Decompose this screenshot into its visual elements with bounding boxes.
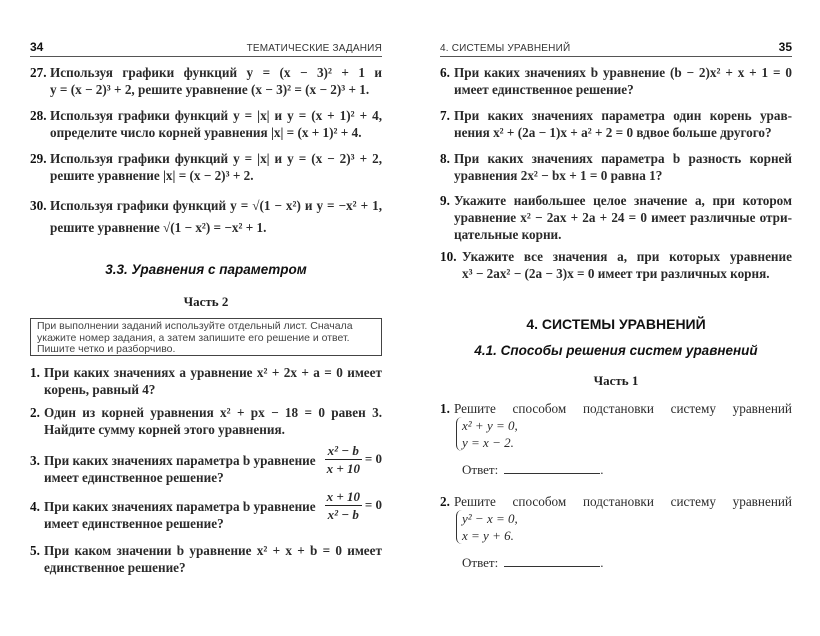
problem-9 — [440, 192, 792, 243]
problem-text: Используя графики функций y = √(1 − x²) и y = −x² + 1, — [50, 198, 382, 213]
problem-text: Используя графики функций y = (x − 3)² + 1 и — [50, 65, 382, 80]
problem-6 — [440, 64, 792, 98]
problem-number: 9. — [440, 193, 450, 208]
problem-text: Используя графики функций y = |x| и y = (x + 1)² + 4, — [50, 108, 382, 123]
answer-label: Ответ: — [462, 555, 499, 570]
problem-7 — [440, 107, 792, 141]
fraction-numerator: x + 10 — [326, 489, 360, 504]
answer-line — [462, 461, 792, 478]
problem-29 — [30, 150, 382, 184]
right-page — [440, 0, 792, 636]
problem-10 — [440, 248, 792, 282]
running-title: ТЕМАТИЧЕСКИЕ ЗАДАНИЯ — [246, 43, 382, 54]
problem-2 — [30, 404, 382, 438]
problem-27 — [30, 64, 382, 98]
problem-number: 28. — [30, 108, 47, 123]
problem-text: имеет единственное решение? — [454, 82, 634, 97]
equation: y² − x = 0, — [462, 511, 518, 526]
problem-text: Найдите сумму корней этого уравнения. — [44, 422, 285, 437]
problem-text: Укажите все значения a, при которых уравнение — [462, 249, 792, 264]
answer-blank[interactable] — [504, 555, 600, 567]
problem-text: При каком значении b уравнение x² + x + b = 0 имеет — [44, 543, 382, 558]
answer-end: . — [600, 555, 604, 570]
equation: x = y + 6. — [462, 528, 514, 543]
page-number: 34 — [30, 40, 44, 54]
problem-number: 2. — [30, 405, 40, 420]
problem-text: единственное решение? — [44, 560, 186, 575]
problem-number: 27. — [30, 65, 47, 80]
fraction-denominator: x² − b — [327, 507, 359, 522]
problem-text: При каких значениях параметра b уравнение — [44, 453, 316, 468]
chapter-title: 4. СИСТЕМЫ УРАВНЕНИЙ — [526, 316, 706, 332]
section-title: 4.1. Способы решения систем уравнений — [474, 343, 758, 358]
problem-number: 4. — [30, 499, 40, 514]
part-title: Часть 1 — [593, 373, 639, 388]
problem-text: уравнения 2x² − bx + 1 = 0 равна 1? — [454, 168, 663, 183]
problem-30 — [30, 195, 382, 239]
fraction-rhs: = 0 — [364, 451, 382, 466]
problem-text: При каких значениях b уравнение (b − 2)x² + x + 1 = 0 — [454, 65, 792, 80]
problem-text: Решите способом подстановки систему уравнений — [454, 401, 792, 416]
answer-line — [462, 554, 792, 571]
fraction — [325, 442, 382, 477]
problem-text: цательные корни. — [454, 227, 562, 242]
problem-text: y = (x − 2)³ + 2, решите уравнение (x − 3)² = (x − 2)³ + 1. — [50, 82, 370, 97]
problem-text: корень, равный 4? — [44, 382, 156, 397]
page-number: 35 — [778, 40, 792, 54]
problem-number: 1. — [440, 401, 450, 416]
answer-label: Ответ: — [462, 462, 499, 477]
problem-text: уравнение x² − 2ax + 2a + 24 = 0 имеет различные отри- — [454, 210, 792, 225]
problem-number: 30. — [30, 198, 47, 213]
fraction-numerator: x² − b — [325, 442, 362, 460]
problem-text: определите число корней уравнения |x| = (x + 1)² + 4. — [50, 125, 362, 140]
instruction-box: При выполнении заданий используйте отдельный лист. Сначала укажите номер задания, а затем запишите его решение и ответ. Пишите четко и разборчиво. — [30, 318, 382, 356]
problem-number: 6. — [440, 65, 450, 80]
problem-number: 29. — [30, 151, 47, 166]
fraction-denominator: x + 10 — [326, 461, 360, 476]
answer-blank[interactable] — [504, 462, 600, 474]
problem-text: При каких значениях параметра b разность корней — [454, 151, 792, 166]
problem-text: Используя графики функций y = |x| и y = (x − 2)³ + 2, — [50, 151, 382, 166]
fraction — [325, 488, 382, 523]
equation-system — [456, 510, 792, 544]
problem-text: Решите способом подстановки систему уравнений — [454, 494, 792, 509]
part-title: Часть 2 — [183, 294, 229, 309]
problem-number: 8. — [440, 151, 450, 166]
problem-text: При каких значениях a уравнение x² + 2x + a = 0 имеет — [44, 365, 382, 380]
problem-5 — [30, 542, 382, 576]
problem-number: 3. — [30, 453, 40, 468]
problem-8 — [440, 150, 792, 184]
equation: x² + y = 0, — [462, 418, 518, 433]
equation: y = x − 2. — [462, 435, 514, 450]
left-page — [30, 0, 382, 636]
problem-3 — [30, 443, 382, 486]
problem-text: При каких значениях параметра один корень урав- — [454, 108, 792, 123]
problem-number: 2. — [440, 494, 450, 509]
system-problem-2 — [440, 493, 792, 571]
problem-1 — [30, 364, 382, 398]
problem-4 — [30, 489, 382, 532]
problem-text: При каких значениях параметра b уравнение — [44, 499, 316, 514]
section-title: 3.3. Уравнения с параметром — [105, 262, 307, 277]
problem-text: Укажите наибольшее целое значение a, при котором — [454, 193, 792, 208]
answer-end: . — [600, 462, 604, 477]
problem-number: 10. — [440, 249, 457, 264]
fraction-rhs: = 0 — [364, 497, 382, 512]
problem-text: x³ − 2ax² − (2a − 3)x = 0 имеет три различных корня. — [462, 266, 770, 281]
problem-text: нения x² + (2a − 1)x + a² + 2 = 0 вдвое больше другого? — [454, 125, 772, 140]
problem-text: имеет единственное решение? — [44, 516, 224, 531]
problem-28 — [30, 107, 382, 141]
problem-text: решите уравнение |x| = (x − 2)³ + 2. — [50, 168, 254, 183]
problem-text: решите уравнение √(1 − x²) = −x² + 1. — [50, 220, 267, 235]
problem-number: 7. — [440, 108, 450, 123]
problem-text: Один из корней уравнения x² + px − 18 = 0 равен 3. — [44, 405, 382, 420]
page-header — [440, 40, 792, 57]
equation-system — [456, 417, 792, 451]
system-problem-1 — [440, 400, 792, 478]
running-title: 4. СИСТЕМЫ УРАВНЕНИЙ — [440, 43, 571, 54]
problem-number: 1. — [30, 365, 40, 380]
problem-number: 5. — [30, 543, 40, 558]
problem-text: имеет единственное решение? — [44, 470, 224, 485]
page-header — [30, 40, 382, 57]
